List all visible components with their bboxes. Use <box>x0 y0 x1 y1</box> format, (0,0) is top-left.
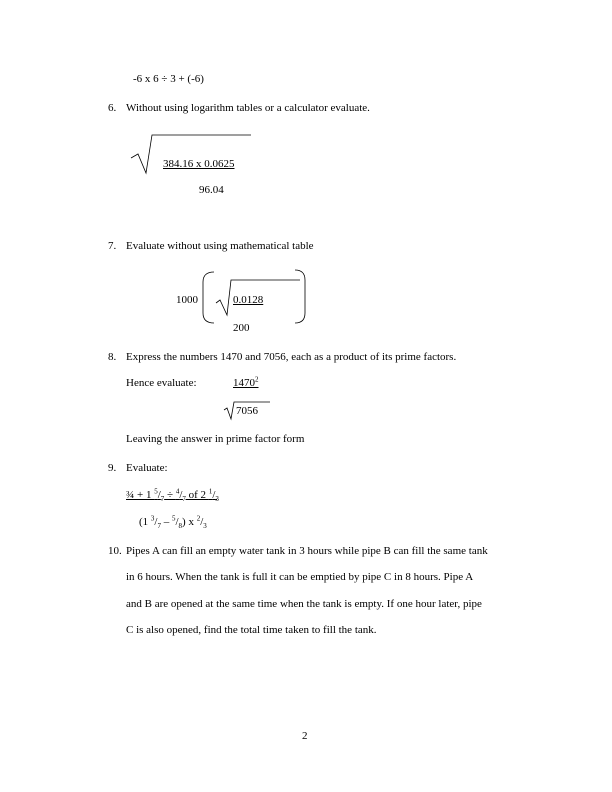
q9-num-sup: 4 <box>175 487 180 496</box>
q9-den-sup: 2 <box>196 514 201 523</box>
q9-num-sub: 3 <box>215 495 219 504</box>
q8-radicand: 7056 <box>236 405 258 417</box>
q9-den-part: – <box>160 516 172 528</box>
q9-number: 9. <box>108 462 117 474</box>
q9-den-sub: 7 <box>157 522 161 531</box>
q9-num-part: ¾ + 1 <box>126 489 155 501</box>
q9-text: Evaluate: <box>126 462 168 474</box>
q8-numerator-exponent: 2 <box>255 375 259 384</box>
page-number: 2 <box>302 730 308 742</box>
q6-numerator: 384.16 x 0.0625 <box>163 158 235 170</box>
q8-number: 8. <box>108 351 117 363</box>
q6-number: 6. <box>108 102 117 114</box>
q7-number: 7. <box>108 240 117 252</box>
q7-denominator: 200 <box>233 322 250 334</box>
q10-line-3: and B are opened at the same time when the tank is empty. If one hour later, pipe <box>126 598 482 610</box>
q7-numerator: 0.0128 <box>233 294 264 306</box>
q9-num-sup: 5 <box>154 487 158 496</box>
q9-den-part: ) x <box>182 516 197 528</box>
q9-num-sup: 1 <box>208 487 213 496</box>
q9-den-sub: 3 <box>203 522 207 531</box>
q6-denominator: 96.04 <box>199 184 224 196</box>
q8-text: Express the numbers 1470 and 7056, each as a product of its prime factors. <box>126 351 457 363</box>
q10-line-4: C is also opened, find the total time taken to fill the tank. <box>126 624 377 636</box>
q9-den-sup: 5 <box>171 514 176 523</box>
q9-num-part: of 2 <box>185 489 209 501</box>
q8-leaving-text: Leaving the answer in prime factor form <box>126 433 305 445</box>
q9-num-part: ÷ <box>164 489 176 501</box>
q9-den-sub: 8 <box>178 522 183 531</box>
q9-denominator: (1 $^3/_7 - ^5/_8$) x $^2/_3$ <box>139 514 207 531</box>
q7-coefficient: 1000 <box>176 294 198 306</box>
q6-text: Without using logarithm tables or a calculator evaluate. <box>126 102 370 114</box>
q9-num-sub: 7 <box>182 495 186 504</box>
q8-hence-label: Hence evaluate: <box>126 377 197 389</box>
q9-numerator: ¾ + 1 $^5/_7 \div ^4/_7$ of 2 $^1/_3$ <box>126 487 219 504</box>
q9-den-part: (1 <box>139 516 151 528</box>
q9-den-sup: 3 <box>150 514 155 523</box>
q10-line-2: in 6 hours. When the tank is full it can be emptied by pipe C in 8 hours. Pipe A <box>126 571 474 583</box>
q10-line-1: Pipes A can fill an empty water tank in 3 hours while pipe B can fill the same tank <box>126 545 488 557</box>
q10-number: 10. <box>108 545 122 557</box>
q9-num-sub: 7 <box>160 495 165 504</box>
top-expression: -6 x 6 ÷ 3 + (-6) <box>133 73 204 85</box>
q7-text: Evaluate without using mathematical table <box>126 240 314 252</box>
q8-numerator-base: 1470 <box>233 377 255 389</box>
